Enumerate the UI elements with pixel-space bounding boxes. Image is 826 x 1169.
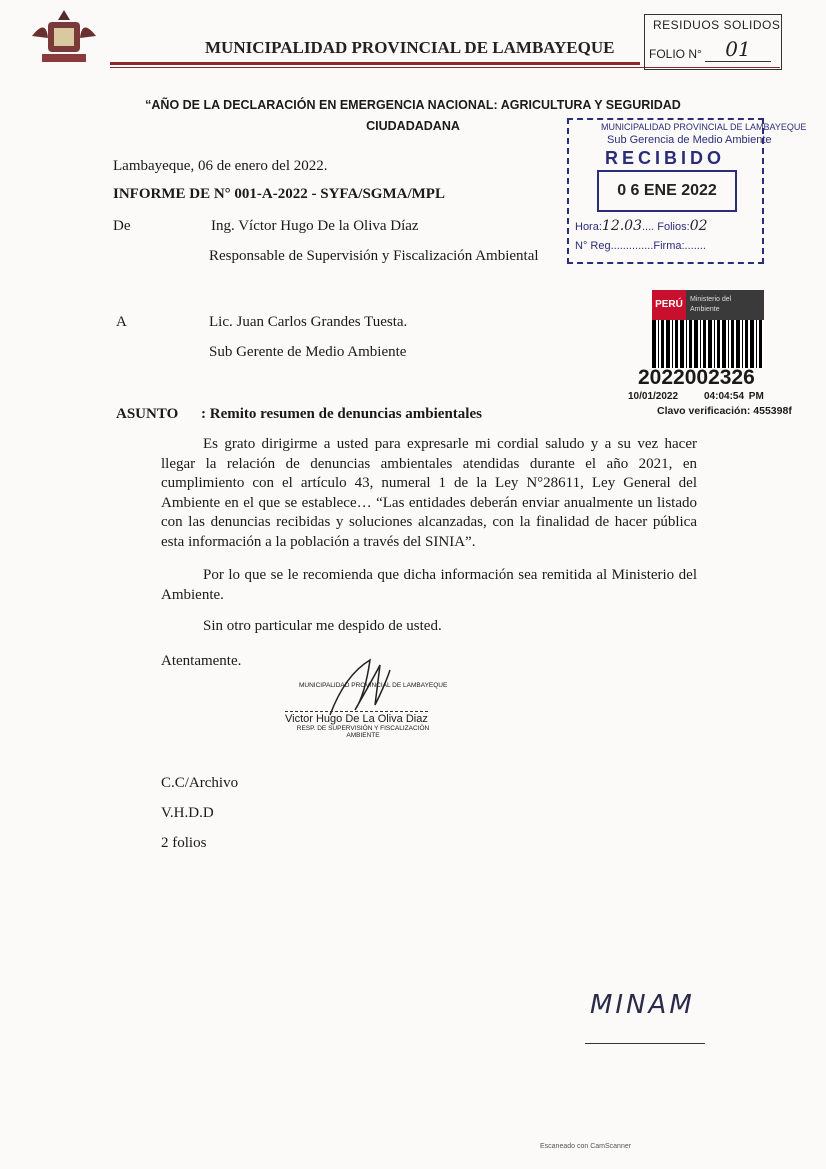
- scanner-watermark: Escaneado con CamScanner: [540, 1143, 632, 1150]
- subject-text: : Remito resumen de denuncias ambientales: [201, 406, 482, 422]
- folio-number: 01: [705, 37, 771, 62]
- folio-box: [644, 14, 782, 70]
- handwritten-note: MINAM: [590, 990, 695, 1020]
- handwritten-underline: [585, 1043, 705, 1044]
- ministry-label: Ministerio del Ambiente: [690, 296, 732, 313]
- stamp-hora-folios: Hora:12.03.... Folios:02: [575, 218, 708, 234]
- subject-label: ASUNTO: [116, 406, 179, 422]
- to-role: Sub Gerente de Medio Ambiente: [209, 344, 407, 360]
- municipality-title: MUNICIPALIDAD PROVINCIAL DE LAMBAYEQUE: [205, 38, 615, 57]
- from-role: Responsable de Supervisión y Fiscalización Ambiental: [209, 248, 539, 264]
- folio-label: FOLIO N°: [649, 47, 702, 61]
- to-label: A: [116, 314, 127, 330]
- signature-name: Victor Hugo De La Oliva Diaz: [285, 713, 428, 725]
- stamp-received: RECIBIDO: [605, 148, 726, 168]
- folio-category: RESIDUOS SOLIDOS: [653, 18, 781, 32]
- paragraph: Por lo que se le recomienda que dicha información sea remitida al Ministerio del Ambiente.: [161, 567, 697, 603]
- verification-key: Clavo verificación: 455398f: [657, 405, 792, 417]
- barcode-number: 2022002326: [638, 366, 755, 389]
- signature-org: MUNICIPALIDAD PROVINCIAL DE LAMBAYEQUE: [299, 682, 448, 689]
- stamp-date: 0 6 ENE 2022: [597, 170, 737, 212]
- year-motto-line: “AÑO DE LA DECLARACIÓN EN EMERGENCIA NACIONAL: AGRICULTURA Y SEGURIDAD: [145, 98, 681, 112]
- barcode-time: 04:04:54 PM: [704, 391, 764, 402]
- minam-logo: [652, 290, 764, 320]
- paragraph: Sin otro particular me despido de usted.: [203, 618, 442, 634]
- closing: Atentamente.: [161, 653, 242, 669]
- paragraph: Es grato dirigirme a usted para expresarle mi cordial saludo y a su vez hacer llegar la relación de denuncias ambientales atendidas durante el año 2021, en cumplimiento con el artículo 43, numeral 1 de la Ley N°28611, Ley General del Ambiente en el que se establece… “Las entidades deberán enviar anualmente un listado con las denuncias recibidas y soluciones alcanzadas, con la finalidad de hacer pública esta información a la población a través del SINIA”.: [161, 436, 697, 550]
- peru-label: PERÚ: [652, 290, 686, 320]
- stamp-org: MUNICIPALIDAD PROVINCIAL DE LAMBAYEQUE: [601, 122, 807, 132]
- barcode-date: 10/01/2022: [628, 391, 679, 402]
- cc-line: C.C/Archivo: [161, 775, 239, 791]
- from-name: Ing. Víctor Hugo De la Oliva Díaz: [211, 218, 419, 234]
- barcode: [652, 320, 764, 368]
- stamp-reg-firma: N° Reg..............Firma:.......: [575, 240, 706, 252]
- header-divider: [110, 62, 640, 65]
- signature-role: RESP. DE SUPERVISIÓN Y FISCALIZACIÓN AMBIENTE: [296, 725, 430, 739]
- folios-line: 2 folios: [161, 835, 207, 851]
- municipal-coat-of-arms-logo: [28, 8, 100, 70]
- letter-body: [161, 435, 697, 651]
- stamp-office: Sub Gerencia de Medio Ambiente: [607, 134, 772, 146]
- year-motto-line: CIUDADADANA: [366, 119, 460, 133]
- signature-stamp: [285, 665, 448, 745]
- to-name: Lic. Juan Carlos Grandes Tuesta.: [209, 314, 408, 330]
- initials-line: V.H.D.D: [161, 805, 214, 821]
- from-label: De: [113, 218, 131, 234]
- place-date: Lambayeque, 06 de enero del 2022.: [113, 158, 328, 174]
- received-stamp: [567, 118, 807, 264]
- report-title: INFORME DE N° 001-A-2022 - SYFA/SGMA/MPL: [113, 186, 445, 202]
